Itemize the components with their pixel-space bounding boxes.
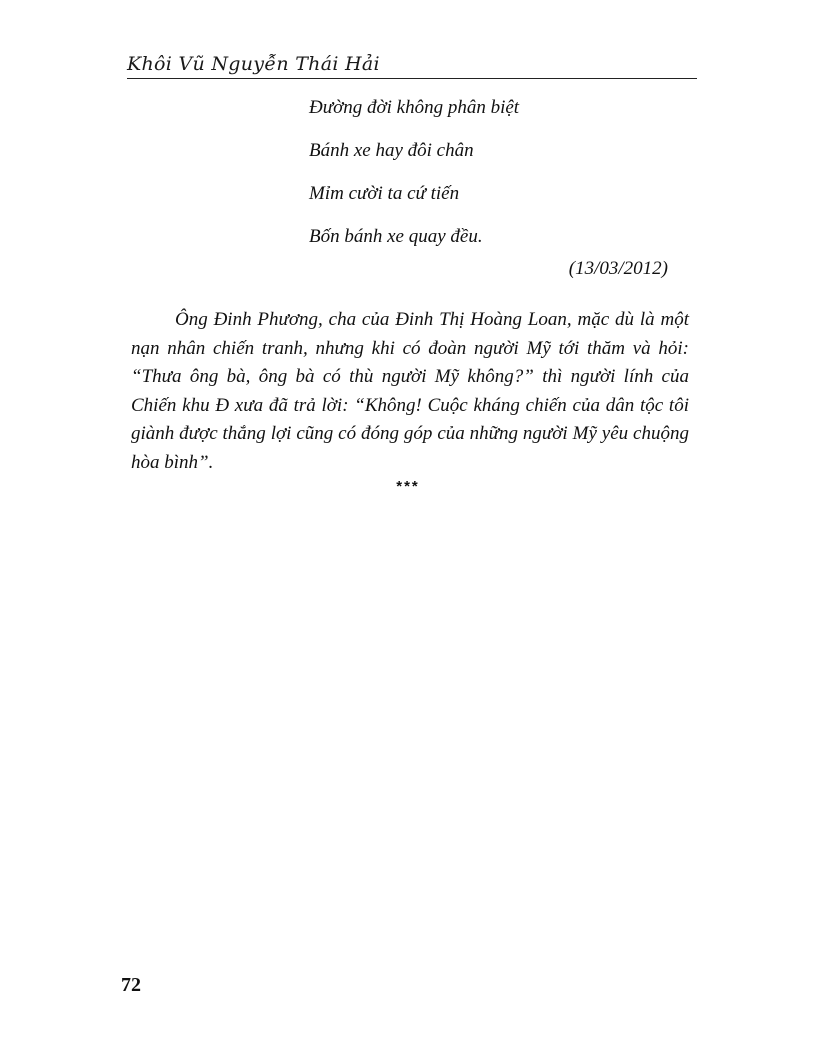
running-title: Khôi Vũ Nguyễn Thái Hải	[127, 53, 380, 75]
section-break: ***	[396, 478, 420, 495]
poem-line: Mỉm cười ta cứ tiến	[309, 183, 460, 204]
page-number: 72	[121, 974, 141, 996]
poem-line: Bánh xe hay đôi chân	[309, 140, 474, 161]
poem-line: Đường đời không phân biệt	[309, 97, 520, 118]
poem-line: Bốn bánh xe quay đều.	[309, 226, 483, 247]
poem	[309, 86, 709, 258]
body-paragraph: Ông Đinh Phương, cha của Đinh Thị Hoàng Loan, mặc dù là một nạn nhân chiến tranh, nhưng khi có đoàn người Mỹ tới thăm và hỏi: “Thưa ông bà, ông bà có thù người Mỹ không?” thì người lính của Chiến khu Đ xưa đã trả lời: “Không! Cuộc kháng chiến của dân tộc tôi giành được thắng lợi cũng có đóng góp của những người Mỹ yêu chuộng hòa bình”.	[131, 309, 689, 473]
poem-date: (13/03/2012)	[568, 258, 668, 279]
running-header	[127, 46, 697, 79]
